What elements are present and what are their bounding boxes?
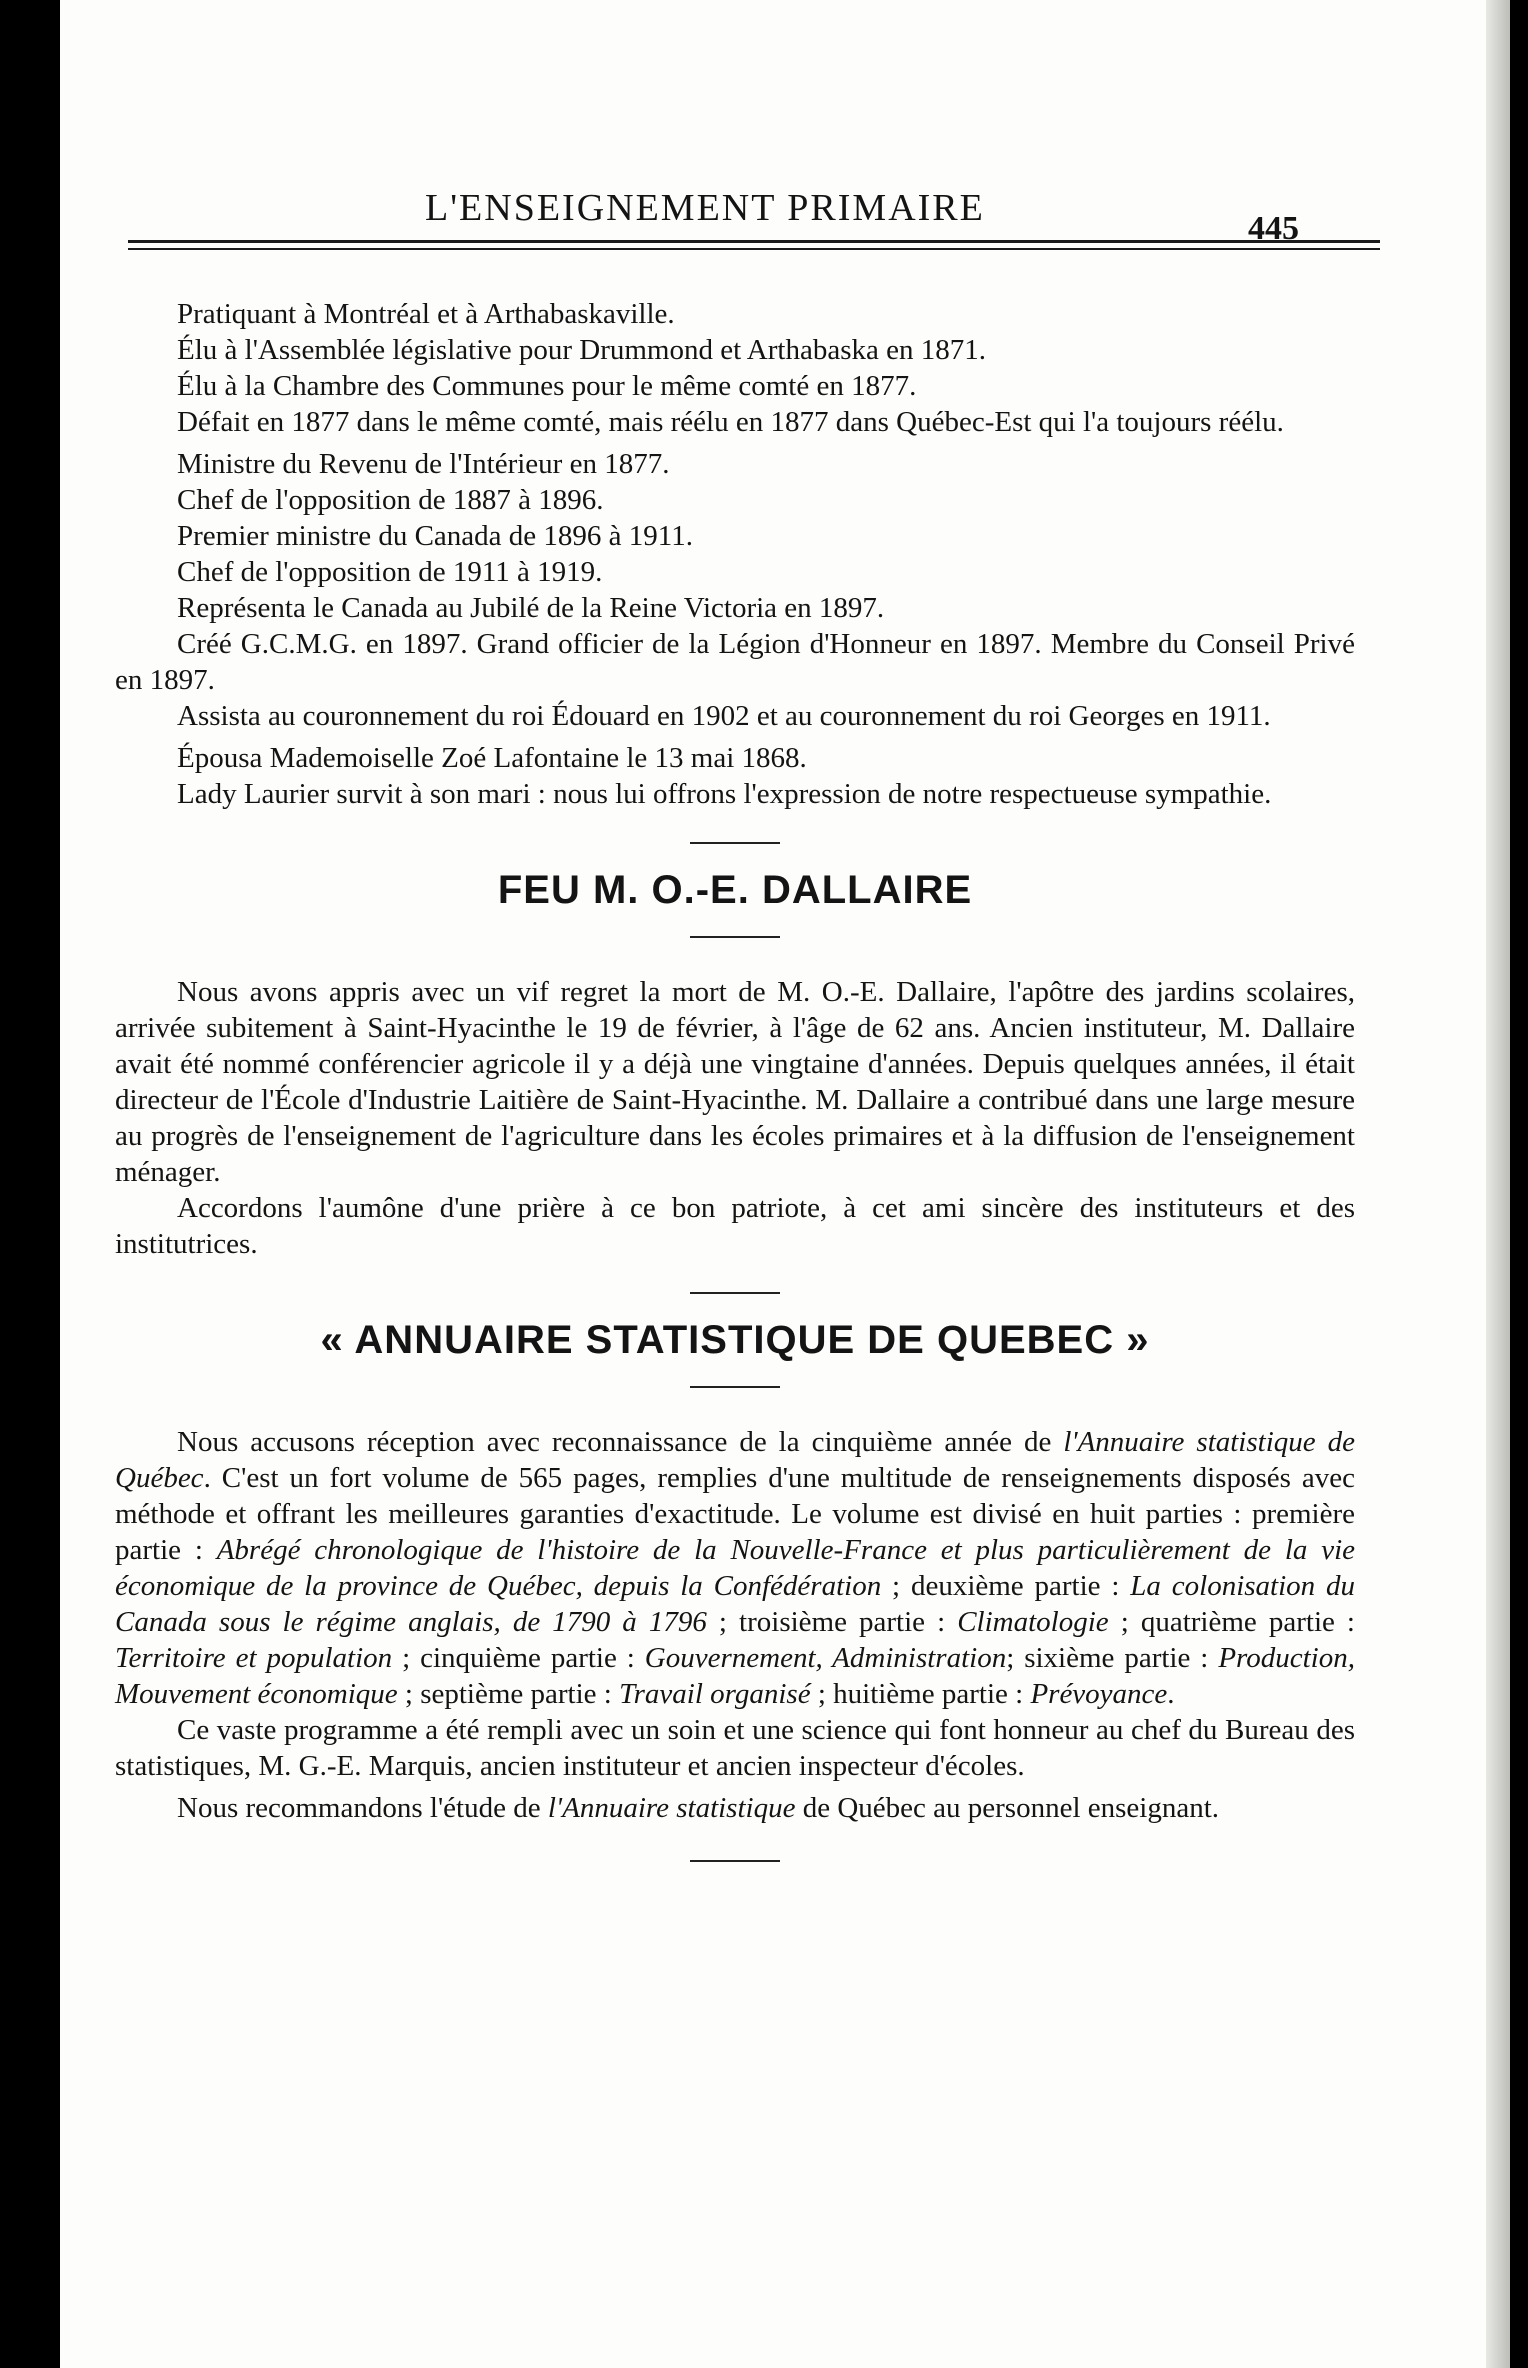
separator-rule — [690, 1860, 780, 1862]
dallaire-paragraph: Accordons l'aumône d'une prière à ce bon patriote, à cet ami sincère des instituteurs et des institutrices. — [115, 1192, 1355, 1260]
bio-item: Assista au couronnement du roi Édouard en 1902 et au couronnement du roi Georges en 1911. — [177, 700, 1271, 732]
dallaire-paragraph: Nous avons appris avec un vif regret la mort de M. O.-E. Dallaire, l'apôtre des jardins scolaires, arrivée subitement à Saint-Hyacinthe le 19 de février, à l'âge de 62 ans. Ancien instituteur, M. Dallaire avait été nommé conférencier agricole il y a déjà une vingtaine d'années. Depuis quelques années, il était directeur de l'École d'Industrie Laitière de Saint-Hyacinthe. M. Dallaire a contribué dans une large mesure au progrès de l'enseignement de l'agriculture dans les écoles primaires et à la diffusion de l'enseignement ménager. — [115, 976, 1355, 1188]
journal-page — [60, 0, 1510, 2368]
annuaire-paragraph: Nous recommandons l'étude de l'Annuaire statistique de Québec au personnel enseignant. — [177, 1792, 1220, 1824]
section-heading-dallaire: FEU M. O.-E. DALLAIRE — [497, 868, 973, 912]
annuaire-paragraph: Ce vaste programme a été rempli avec un soin et une science qui font honneur au chef du Bureau des statistiques, M. G.-E. Marquis, ancien instituteur et ancien inspecteur d'écoles. — [115, 1714, 1355, 1782]
separator-rule — [690, 936, 780, 938]
header-rule-bottom — [128, 248, 1380, 250]
bio-item: Chef de l'opposition de 1887 à 1896. — [177, 484, 604, 516]
separator-rule — [690, 842, 780, 844]
annuaire-paragraph: Nous accusons réception avec reconnaissance de la cinquième année de l'Annuaire statistique de Québec. C'est un fort volume de 565 pages, remplies d'une multitude de renseignements disposés avec méthode et offrant les meilleures garanties d'exactitude. Le volume est divisé en huit parties : première partie : Abrégé chronologique de l'histoire de la Nouvelle-France et plus particulièrement de la vie économique de la province de Québec, depuis la Confédération ; deuxième partie : La colonisation du Canada sous le régime anglais, de 1790 à 1796 ; troisième partie : Climatologie ; quatrième partie : Territoire et population ; cinquième partie : Gouvernement, Administration; sixième partie : Production, Mouvement économique ; septième partie : Travail organisé ; huitième partie : Prévoyance. — [115, 1426, 1356, 1710]
bio-item: Pratiquant à Montréal et à Arthabaskaville. — [177, 298, 675, 330]
section-heading-annuaire: « ANNUAIRE STATISTIQUE DE QUEBEC » — [320, 1318, 1150, 1362]
page-edge — [1486, 0, 1510, 2368]
bio-item: Défait en 1877 dans le même comté, mais réélu en 1877 dans Québec-Est qui l'a toujours réélu. — [177, 406, 1284, 438]
bio-item: Premier ministre du Canada de 1896 à 1911. — [177, 520, 693, 552]
bio-item: Lady Laurier survit à son mari : nous lui offrons l'expression de notre respectueuse sympathie. — [177, 778, 1272, 810]
header-rule-top — [128, 240, 1380, 243]
bio-item: Épousa Mademoiselle Zoé Lafontaine le 13 mai 1868. — [177, 742, 807, 774]
separator-rule — [690, 1386, 780, 1388]
running-header — [60, 186, 1510, 266]
page-number: 445 — [1248, 210, 1299, 247]
separator-rule — [690, 1292, 780, 1294]
bio-item: Ministre du Revenu de l'Intérieur en 1877. — [177, 448, 670, 480]
bio-item: Représenta le Canada au Jubilé de la Reine Victoria en 1897. — [177, 592, 885, 624]
bio-item: Élu à la Chambre des Communes pour le même comté en 1877. — [177, 370, 917, 402]
running-title: L'ENSEIGNEMENT PRIMAIRE — [425, 187, 985, 229]
bio-item: Élu à l'Assemblée législative pour Drummond et Arthabaska en 1871. — [177, 334, 986, 366]
bio-item: Chef de l'opposition de 1911 à 1919. — [177, 556, 603, 588]
article-body — [115, 296, 1355, 1884]
bio-item: Créé G.C.M.G. en 1897. Grand officier de la Légion d'Honneur en 1897. Membre du Conseil Privé en 1897. — [115, 628, 1355, 696]
